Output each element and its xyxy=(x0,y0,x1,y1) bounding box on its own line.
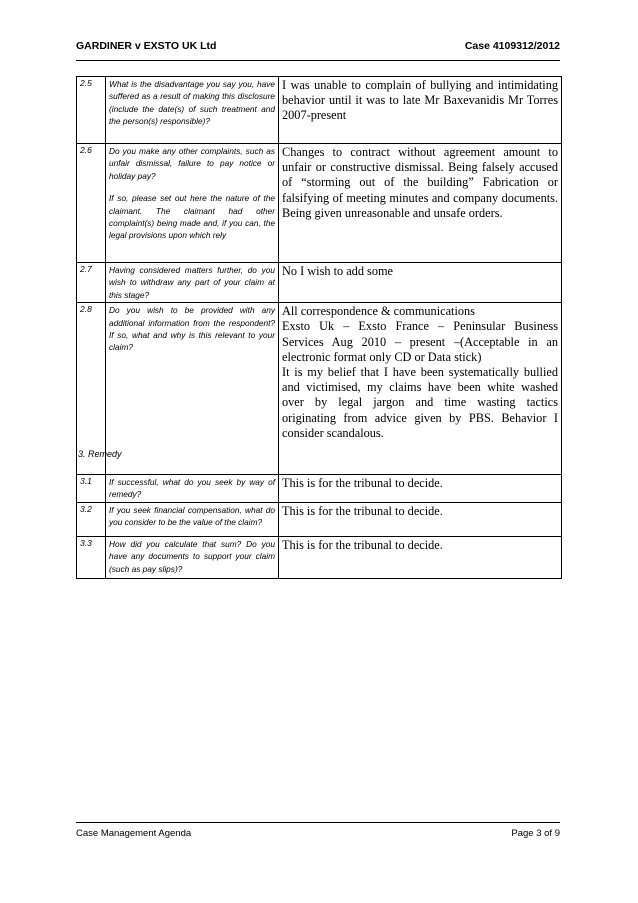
document-name: Case Management Agenda xyxy=(76,828,192,839)
case-title: GARDINER v EXSTO UK Ltd xyxy=(76,40,217,52)
question-text: Do you make any other complaints, such as unfair dismissal, failure to pay notice or holiday pay? xyxy=(109,146,275,181)
answer-text: This is for the tribunal to decide. xyxy=(282,503,443,518)
question-cell xyxy=(106,263,279,303)
item-number: 3.2 xyxy=(77,502,106,536)
table-row xyxy=(77,144,562,263)
answer-text: No I wish to add some xyxy=(282,264,394,278)
section-heading-remedy: 3. Remedy xyxy=(78,449,122,459)
header-rule xyxy=(76,60,560,61)
footer-rule xyxy=(76,822,560,823)
question-cell xyxy=(106,303,279,475)
answer-text: Exsto Uk – Exsto France – Peninsular Business Services Aug 2010 – present –(Acceptable in an electronic format only CD or Data stick) xyxy=(282,319,558,364)
question-text: If you seek financial compensation, what do you consider to be the value of the claim? xyxy=(109,504,275,528)
remedy-table xyxy=(76,474,562,579)
table-row xyxy=(77,303,562,475)
question-text: What is the disadvantage you say you, have suffered as a result of making this disclosure (include the date(s) of such treatment and the person(s) responsible)? xyxy=(109,79,275,127)
page-header xyxy=(76,40,560,58)
table-row xyxy=(77,475,562,503)
answer-text: It is my belief that I have been systematically bullied and victimised, my claims have been white washed over by legal jargon and time wasting tactics originating from advice given by PBS. Behavior I consider scandalous. xyxy=(282,365,558,440)
answer-text: I was unable to complain of bullying and intimidating behavior until it was to late Mr Baxevanidis Mr Torres 2007-present xyxy=(282,78,558,123)
question-cell xyxy=(106,475,279,503)
item-number: 3.3 xyxy=(77,536,106,578)
question-cell xyxy=(106,77,279,144)
question-text: If so, please set out here the nature of the claimant. The claimant had other complaint(s) being made and, if you can, the legal provisions upon which rely xyxy=(109,193,275,241)
answer-cell xyxy=(279,263,562,303)
question-text: Having considered matters further, do you wish to withdraw any part of your claim at this stage? xyxy=(109,265,275,300)
table-row xyxy=(77,536,562,578)
claim-details-table xyxy=(76,76,562,475)
question-text: If successful, what do you seek by way of remedy? xyxy=(109,477,275,500)
item-number: 3.1 xyxy=(77,475,106,503)
answer-cell xyxy=(279,303,562,475)
question-cell xyxy=(106,144,279,263)
question-text: How did you calculate that sum? Do you have any documents to support your claim (such as pay slips)? xyxy=(109,538,275,574)
answer-cell xyxy=(279,475,562,503)
case-number: Case 4109312/2012 xyxy=(464,40,560,52)
item-number: 2.5 xyxy=(77,77,106,144)
item-number: 2.8 xyxy=(77,303,106,475)
table-row xyxy=(77,77,562,144)
answer-cell xyxy=(279,502,562,536)
question-cell xyxy=(106,536,279,578)
table-row xyxy=(77,263,562,303)
answer-text: All correspondence & communications xyxy=(282,304,475,319)
item-number: 2.6 xyxy=(77,144,106,263)
answer-text: This is for the tribunal to decide. xyxy=(282,537,443,552)
answer-text: Changes to contract without agreement amount to unfair or constructive dismissal. Being falsely accused of “storming out of the building” Fabrication or falsifying of meeting minutes and company documents. Being given unreasonable and unsafe orders. xyxy=(282,145,558,220)
answer-text: This is for the tribunal to decide. xyxy=(282,476,443,490)
table-row xyxy=(77,502,562,536)
item-number: 2.7 xyxy=(77,263,106,303)
question-text: Do you wish to be provided with any additional information from the respondent? If so, what and why is this relevant to your claim? xyxy=(109,305,275,353)
answer-cell xyxy=(279,77,562,144)
answer-cell xyxy=(279,536,562,578)
answer-cell xyxy=(279,144,562,263)
question-cell xyxy=(106,502,279,536)
page-number: Page 3 of 9 xyxy=(511,828,560,839)
